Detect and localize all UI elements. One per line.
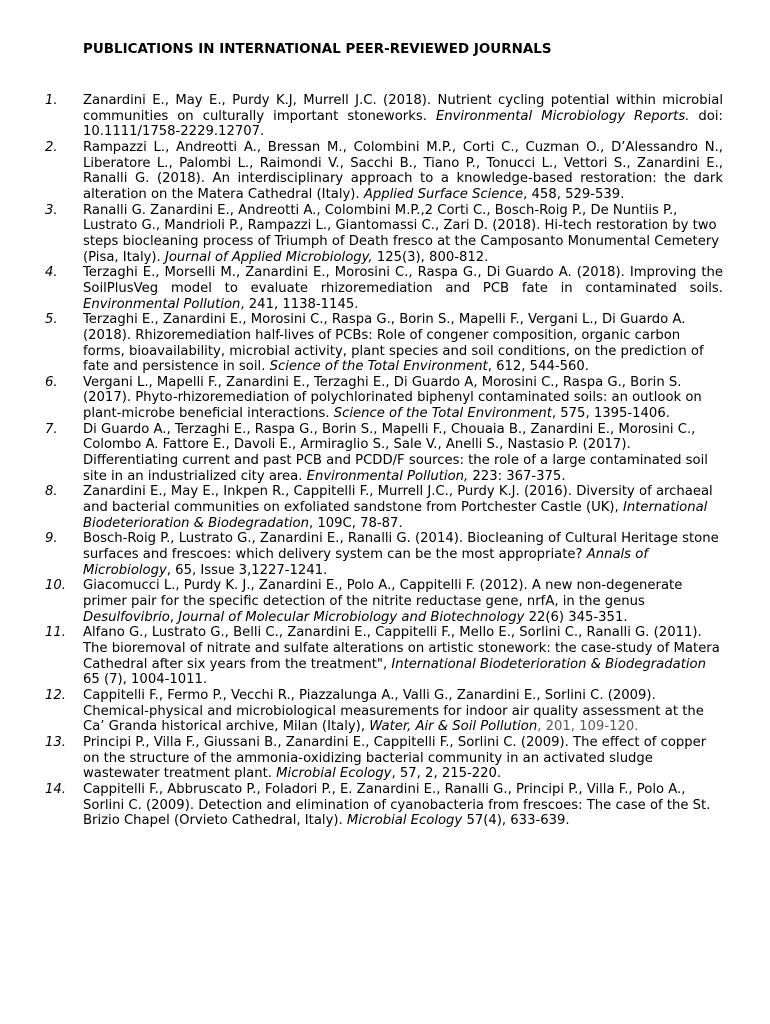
publication-number: 1. — [45, 93, 58, 108]
publication-list — [0, 93, 770, 829]
publication-details: doi: 10.1111/1758-2229.12707. — [83, 108, 723, 140]
publication-item — [0, 484, 723, 531]
publication-text: Rampazzi L., Andreotti A., Bressan M., Colombini M.P., Corti C., Cuzman O., D’Alessandro N., Liberatore L., Palombi L., Raimondi V., Sacchi B., Tiano P., Tonucci L., Vettori S., Zanardini E., Ranalli G. (2018). An interdisciplinary approach to a knowledge-based restoration: the dark alteration on the Matera Cathedral (Italy). — [83, 139, 723, 202]
publication-number: 2. — [45, 139, 58, 155]
publication-details: , 65, Issue 3,1227-1241. — [166, 562, 328, 578]
journal-name: Desulfovibrio — [83, 609, 170, 625]
publication-text: Ranalli G. Zanardini E., Andreotti A., Colombini M.P.,2 Corti C., Bosch-Roig P., De Nuntiis P., Lustrato G., Mandrioli P., Rampazzi L., Giantomassi C., Zari D. (2018). Hi-tech restoration by two steps biocleaning process of Triumph of Death fresco at the Camposanto Monumental Cemetery (Pisa, Italy). — [83, 202, 720, 265]
journal-name: International Biodeterioration & Biodegradation — [83, 500, 708, 531]
publication-item — [0, 782, 723, 829]
publication-number: 11. — [45, 625, 66, 641]
publication-item — [0, 735, 723, 782]
publication-details: 57(4), 633-639. — [462, 813, 570, 829]
journal-name: Journal of Applied Microbiology, — [164, 249, 373, 265]
journal-name: Environmental Pollution, — [306, 468, 469, 484]
publication-text: Bosch-Roig P., Lustrato G., Zanardini E., Ranalli G. (2014). Biocleaning of Cultural Heritage stone surfaces and frescoes: which delivery system can be the most appropriate? — [83, 531, 719, 563]
publication-text: Zanardini E., May E., Purdy K.J, Murrell J.C. (2018). Nutrient cycling potential within microbial communities on culturally important stoneworks. — [83, 93, 723, 124]
publication-details: , 458, 529-539. — [523, 186, 625, 202]
publication-item — [0, 578, 723, 625]
journal-name: Science of the Total Environment — [269, 359, 488, 375]
publication-number: 10. — [45, 578, 66, 594]
publication-number: 14. — [45, 781, 66, 797]
publication-item — [0, 375, 723, 422]
publication-item — [0, 140, 723, 203]
publication-item — [0, 265, 723, 312]
publication-item — [0, 203, 723, 266]
publication-number: 12. — [45, 687, 66, 703]
publication-details: , 612, 544-560. — [487, 359, 589, 375]
publication-details: , 575, 1395-1406. — [551, 406, 670, 422]
publication-details: , 57, 2, 215-220. — [391, 766, 502, 782]
journal-name: Science of the Total Environment — [333, 406, 552, 422]
publication-item — [0, 312, 723, 375]
publication-details: 223: 367-375. — [468, 468, 566, 484]
publication-text: Terzaghi E., Morselli M., Zanardini E., Morosini C., Raspa G., Di Guardo A. (2018). Improving the SoilPlusVeg model to evaluate rhizoremediation and PCB fate in contaminated soils. — [83, 265, 723, 296]
publication-details: , 201, 109-120. — [537, 719, 639, 735]
publication-item — [0, 93, 723, 140]
publication-number: 8. — [45, 484, 58, 500]
journal-name: Journal of Molecular Microbiology and Biotechnology — [178, 609, 525, 625]
publication-details: , 109C, 78-87. — [308, 515, 403, 531]
publication-number: 13. — [45, 734, 66, 750]
publication-text: Alfano G., Lustrato G., Belli C., Zanardini E., Cappitelli F., Mello E., Sorlini C., Ranalli G. (2011). The bioremoval of nitrate and sulfate alterations on artistic stonework: the case-study of Matera Cathedral after six years from the treatment", — [83, 625, 720, 672]
journal-name: Microbial Ecology — [276, 766, 392, 782]
publication-number: 3. — [45, 202, 58, 218]
journal-name: International Biodeterioration & Biodegradation — [391, 656, 706, 672]
journal-name: Annals of Microbiology — [83, 547, 648, 578]
publication-text: Terzaghi E., Zanardini E., Morosini C., Raspa G., Borin S., Mapelli F., Vergani L., Di Guardo A. (2018). Rhizoremediation half-lives of PCBs: Role of congener composition, organic carbon forms, bioavailability, microbial activity, plant species and soil conditions, on the prediction of fate and persistence in soil. — [83, 312, 704, 375]
publication-item — [0, 688, 723, 735]
publication-number: 5. — [45, 312, 58, 328]
journal-name: Environmental Pollution — [83, 296, 241, 312]
publication-number: 4. — [45, 265, 58, 281]
publication-text: Zanardini E., May E., Inkpen R., Cappitelli F., Murrell J.C., Purdy K.J. (2016). Diversity of archaeal and bacterial communities on exfoliated sandstone from Portchester Castle (UK), — [83, 484, 713, 516]
publication-text: Vergani L., Mapelli F., Zanardini E., Terzaghi E., Di Guardo A, Morosini C., Raspa G., Borin S. (2017). Phyto-rhizoremediation of polychlorinated biphenyl contaminated soils: an outlook on plant-microbe beneficial interactions. — [83, 374, 702, 422]
publication-separator: , — [169, 609, 179, 625]
publication-item — [0, 625, 723, 688]
publication-text: Cappitelli F., Fermo P., Vecchi R., Piazzalunga A., Valli G., Zanardini E., Sorlini C. (2009). Chemical-physical and microbiological measurements for indoor air quality assessment at the Ca’ Granda historical archive, Milan (Italy), — [83, 687, 704, 735]
publication-text: Cappitelli F., Abbruscato P., Foladori P., E. Zanardini E., Ranalli G., Principi P., Villa F., Polo A., Sorlini C. (2009). Detection and elimination of cyanobacteria from frescoes: The case of the St. Brizio Chapel (Orvieto Cathedral, Italy). — [83, 781, 711, 829]
publication-item — [0, 422, 723, 485]
publication-details: 65 (7), 1004-1011. — [83, 672, 208, 688]
publication-number: 6. — [45, 374, 58, 390]
publication-number: 7. — [45, 421, 58, 437]
journal-name: Applied Surface Science — [363, 186, 524, 202]
publication-item — [0, 531, 723, 578]
publication-text: Di Guardo A., Terzaghi E., Raspa G., Borin S., Mapelli F., Chouaia B., Zanardini E., Morosini C., Colombo A. Fattore E., Davoli E., Armiraglio S., Sale V., Anelli S., Nastasio P. (2017). Differentiating current and past PCB and PCDD/F sources: the role of a large contaminated soil site in an industrialized city area. — [83, 421, 708, 484]
page-title: PUBLICATIONS IN INTERNATIONAL PEER-REVIEWED JOURNALS — [83, 42, 552, 57]
publication-text: Principi P., Villa F., Giussani B., Zanardini E., Cappitelli F., Sorlini C. (2009). The effect of copper on the structure of the ammonia-oxidizing bacterial community in an activated sludge wastewater treatment plant. — [83, 734, 707, 782]
publication-text: Giacomucci L., Purdy K. J., Zanardini E., Polo A., Cappitelli F. (2012). A new non-degenerate primer pair for the specific detection of the nitrite reductase gene, nrfA, in the genus — [83, 578, 683, 609]
publication-details: 22(6) 345-351. — [524, 609, 628, 625]
publication-details: , 241, 1138-1145. — [240, 296, 359, 312]
journal-name: Water, Air & Soil Pollution — [369, 719, 538, 735]
publication-number: 9. — [45, 531, 58, 547]
journal-name: Environmental Microbiology Reports. — [435, 108, 690, 124]
journal-name: Microbial Ecology — [346, 813, 463, 829]
publication-details: 125(3), 800-812. — [372, 249, 489, 265]
